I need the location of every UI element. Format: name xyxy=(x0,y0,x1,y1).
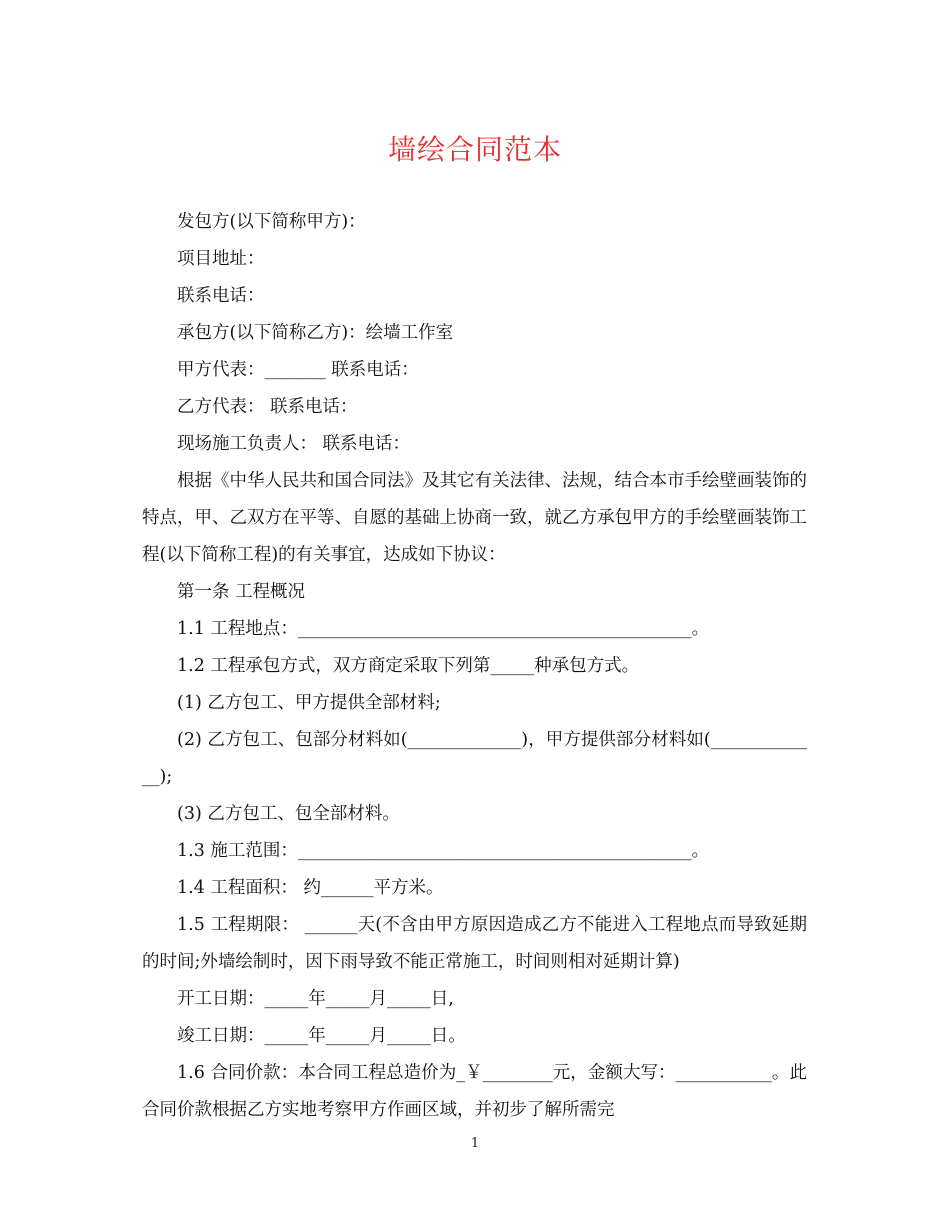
clause-1-5: 1.5 工程期限： ______天(不含由甲方原因造成乙方不能进入工程地点而导致延期的时间;外墙绘制时，因下雨导致不能正常施工，时间则相对延期计算) xyxy=(142,915,807,972)
document-title: 墙绘合同范本 xyxy=(387,133,562,166)
project-address-line: 项目地址： xyxy=(177,249,265,269)
party-a-line: 发包方(以下简称甲方)： xyxy=(177,212,366,232)
clause-1-6: 1.6 合同价款：本合同工程总造价为_￥________元，金额大写：___________。此合同价款根据乙方实地考察甲方作画区域，并初步了解所需完 xyxy=(142,1063,807,1120)
clause-1-2: 1.2 工程承包方式，双方商定采取下列第_____种承包方式。 xyxy=(177,656,640,676)
start-date-line: 开工日期：_____年_____月_____日, xyxy=(177,989,454,1009)
clause-1-1: 1.1 工程地点：_____________________________________________。 xyxy=(177,619,710,639)
option-1: (1) 乙方包工、甲方提供全部材料; xyxy=(177,693,441,713)
preamble-paragraph: 根据《中华人民共和国合同法》及其它有关法律、法规，结合本市手绘壁画装饰的特点，甲、乙双方在平等、自愿的基础上协商一致，就乙方承包甲方的手绘壁画装饰工程(以下简称工程)的有关事宜，达成如下协议： xyxy=(142,471,807,565)
document-body xyxy=(142,204,807,1129)
completion-date-line: 竣工日期：_____年_____月_____日。 xyxy=(177,1026,466,1046)
article-one-heading: 第一条 工程概况 xyxy=(177,582,306,602)
clause-1-4: 1.4 工程面积： 约______平方米。 xyxy=(177,878,444,898)
option-3: (3) 乙方包工、包全部材料。 xyxy=(177,804,400,824)
option-2: (2) 乙方包工、包部分材料如(_____________)，甲方提供部分材料如(_____________); xyxy=(142,730,807,787)
party-b-line: 承包方(以下简称乙方)：绘墙工作室 xyxy=(177,323,454,343)
site-manager-line: 现场施工负责人： 联系电话： xyxy=(177,434,411,454)
clause-1-3: 1.3 施工范围：_____________________________________________。 xyxy=(177,841,710,861)
party-a-representative-line: 甲方代表：_______ 联系电话： xyxy=(177,360,419,380)
contact-phone-line: 联系电话： xyxy=(177,286,265,306)
party-b-representative-line: 乙方代表： 联系电话： xyxy=(177,397,358,417)
page-number: 1 xyxy=(470,1136,480,1151)
